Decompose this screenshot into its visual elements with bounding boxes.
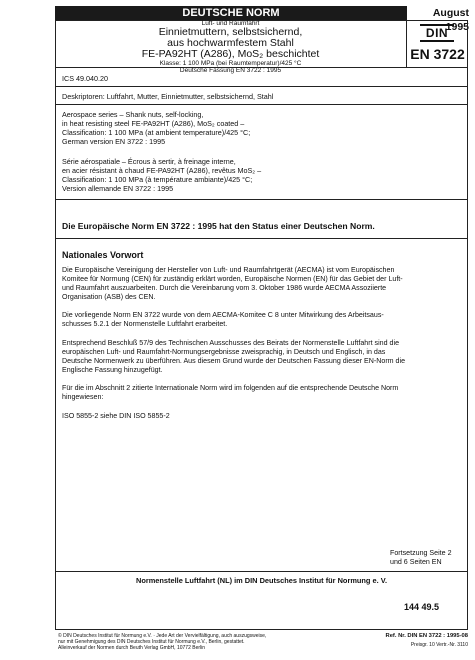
english-title-line: Aerospace series – Shank nuts, self-locking, <box>62 110 204 119</box>
french-title-line: Série aérospatiale – Écrous à sertir, à freinage interne, <box>62 157 236 166</box>
din-logo: DIN <box>420 24 454 42</box>
paragraph-line: Die vorliegende Norm EN 3722 wurde von dem AECMA-Komitee C 8 unter Mitwirkung des Arbeitsaus- <box>62 311 384 319</box>
continuation-line: Fortsetzung Seite 2 <box>390 549 452 557</box>
french-title-line: Classification: 1 100 MPa (à température ambiante)/425 °C; <box>62 175 253 184</box>
french-title <box>62 157 462 193</box>
copyright-notice <box>58 633 338 651</box>
descriptors: Deskriptoren: Luftfahrt, Mutter, Einnietmutter, selbstsichernd, Stahl <box>62 92 274 101</box>
copyright-line: Alleinverkauf der Normen durch Beuth Verlag GmbH, 10772 Berlin <box>58 645 206 651</box>
ics-code: ICS 49.040.20 <box>62 74 108 83</box>
paragraph-line: Für die im Abschnitt 2 zitierte Internationale Norm wird im folgenden auf die entsprechende Deutsche Norm <box>62 384 399 392</box>
paragraph-line: und Raumfahrt auszuarbeiten. Durch die Vereinbarung vom 3. Oktober 1986 wurde AECMA Assoziierte <box>62 284 387 292</box>
title-version: Deutsche Fassung EN 3722 : 1995 <box>179 67 282 74</box>
paragraph-line: Deutsche Normenwerk zu überführen. Aus diesem Grund wurde der Deutschen Fassung dieser EN-Norm die <box>62 357 406 365</box>
paragraph-line: hingewiesen: <box>62 393 104 401</box>
paragraph-5: ISO 5855-2 siehe DIN ISO 5855-2 <box>62 412 170 420</box>
price-group: Preisgr. 10 Vertr.-Nr. 3110 <box>410 642 468 648</box>
divider <box>55 238 468 239</box>
publication-date: August 1995 <box>432 7 469 33</box>
english-title-line: in heat resisting steel FE-PA92HT (A286), MoS₂ coated – <box>62 119 245 128</box>
english-title-line: Classification: 1 100 MPa (at ambient temperature)/425 °C; <box>62 128 251 137</box>
paragraph-2 <box>62 311 464 329</box>
title-classification: Klasse: 1 100 MPa (bei Raumtemperatur)/425 °C <box>159 60 302 67</box>
paragraph-line: Englische Fassung hinzugefügt. <box>62 366 163 374</box>
english-title-line: German version EN 3722 : 1995 <box>62 137 166 146</box>
standard-number: EN 3722 <box>410 46 465 62</box>
paragraph-line: Organisation (ASB) des CEN. <box>62 293 156 301</box>
paragraph-4 <box>62 384 464 402</box>
paragraph-3 <box>62 339 464 375</box>
price-group-code: 144 49.5 <box>404 602 440 612</box>
paragraph-line: schusses 5.2.1 der Normenstelle Luftfahrt erarbeitet. <box>62 320 228 328</box>
divider <box>55 199 468 200</box>
english-title <box>62 110 462 146</box>
divider <box>55 571 468 572</box>
paragraph-line: Entsprechend Beschluß 57/9 des Technischen Ausschusses des Beirats der Normenstelle Luftfahrt sind die <box>62 339 400 347</box>
french-title-line: en acier résistant à chaud FE-PA92HT (A286), revêtus MoS₂ – <box>62 166 262 175</box>
title-line-3: FE-PA92HT (A286), MoS₂ beschichtet <box>141 48 320 60</box>
paragraph-line: Die Europäische Vereinigung der Hersteller von Luft- und Raumfahrtgerät (AECMA) ist vom Europäischen <box>62 266 395 274</box>
committee-line: Normenstelle Luftfahrt (NL) im DIN Deutsches Institut für Normung e. V. <box>135 576 388 585</box>
divider <box>55 86 468 87</box>
paragraph-line: Komitee für Normung (CEN) für zuständig erklärt worden, Europäische Normen (EN) für das Gebiet der Luft- <box>62 275 403 283</box>
continuation-note <box>390 549 452 567</box>
title-block <box>55 20 407 74</box>
status-statement: Die Europäische Norm EN 3722 : 1995 hat den Status einer Deutschen Norm. <box>62 221 375 231</box>
title-line-1: Einnietmuttern, selbstsichernd, <box>158 26 303 38</box>
continuation-line: und 6 Seiten EN <box>390 558 442 566</box>
title-line-2: aus hochwarmfestem Stahl <box>167 37 294 49</box>
copyright-line: © DIN Deutsches Institut für Normung e.V. · Jede Art der Vervielfältigung, auch auszugsweise, <box>58 633 267 639</box>
document-type-band: DEUTSCHE NORM <box>55 6 407 20</box>
paragraph-1 <box>62 266 464 302</box>
reference-number: Ref. Nr. DIN EN 3722 : 1995-08 <box>385 633 468 639</box>
paragraph-line: europäischen Luft- und Raumfahrt-Normungsergebnisse zweisprachig, in Deutsch und Englisch, in das <box>62 348 386 356</box>
french-title-line: Version allemande EN 3722 : 1995 <box>62 184 174 193</box>
title-category: Luft- und Raumfahrt <box>201 20 260 27</box>
copyright-line: nur mit Genehmigung des DIN Deutsches Institut für Normung e.V., Berlin, gestattet. <box>58 639 245 645</box>
section-heading: Nationales Vorwort <box>62 250 144 260</box>
divider <box>55 104 468 105</box>
